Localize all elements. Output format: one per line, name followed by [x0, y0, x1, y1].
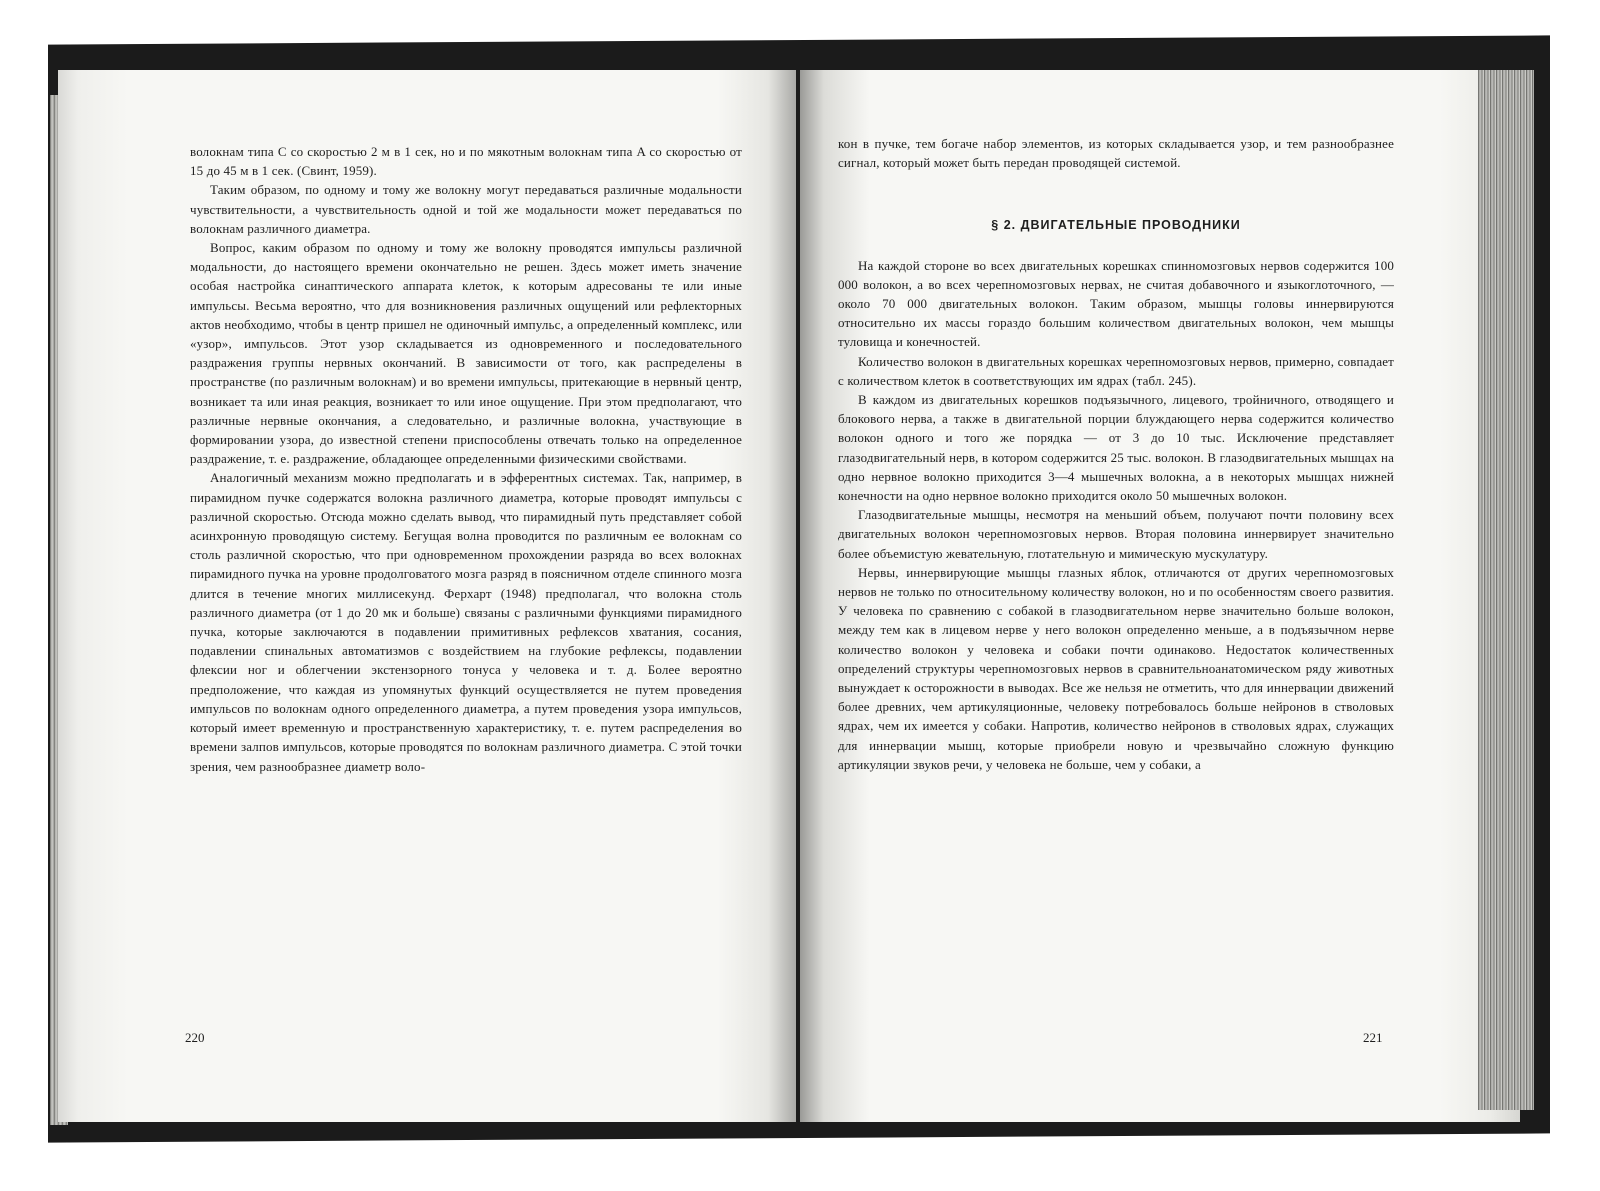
right-paragraph-3: В каждом из двигательных корешков подъязычного, лицевого, тройничного, отводящего и блокового нерва, а также в двигательной порции блуждающего нерва содержится количество волокон одного и того же порядка — от 3 до 10 тыс. Исключение представляет глазодвигательный нерв, в котором содержится 25 тыс. волокон. В глазодвигательных мышцах на одно нервное волокно приходится 3—4 мышечных волокна, а в некоторых мышцах нижней конечности на одно нервное волокно приходится около 50 мышечных волокон. [838, 392, 1394, 504]
section-heading: § 2. ДВИГАТЕЛЬНЫЕ ПРОВОДНИКИ [991, 218, 1241, 233]
left-page-text [190, 142, 742, 776]
right-page-text [838, 134, 1394, 774]
right-page-edges [1478, 70, 1534, 1110]
left-paragraph-1: волокнам типа С со скоростью 2 м в 1 сек, но и по мякотным волокнам типа A со скоростью от 15 до 45 м в 1 сек. (Свинт, 1959). [190, 144, 742, 179]
right-paragraph-intro: кон в пучке, тем богаче набор элементов, из которых складывается узор, и тем разнообразнее сигнал, который может быть передан проводящей системой. [838, 136, 1394, 171]
right-paragraph-4: Глазодвигательные мышцы, несмотря на меньший объем, получают почти половину всех двигательных волокон черепномозговых нервов. Вторая половина иннервирует значительно более объемистую жевательную, глотательную и мимическую мускулатуру. [838, 507, 1394, 561]
left-paragraph-2: Таким образом, по одному и тому же волокну могут передаваться различные модальности чувствительности, а чувствительность одной и той же модальности может передаваться по волокнам различного диаметра. [190, 182, 742, 236]
left-page-number: 220 [185, 1030, 205, 1045]
right-paragraph-5: Нервы, иннервирующие мышцы глазных яблок, отличаются от других черепномозговых нервов не только по относительному количеству волокон, но и по особенностям своего развития. У человека по сравнению с собакой в глазодвигательном нерве значительно больше волокон, между тем как в лицевом нерве у него волокон определенно меньше, а в подъязычном нерве количество волокон у человека и собаки почти одинаково. Недостаток количественных определений структуры черепномозговых нервов в сравнительноанатомическом ряду животных вынуждает к осторожности в выводах. Все же нельзя не отметить, что для иннервации движений более древних, чем артикуляционные, человеку потребовалось больше нейронов в стволовых ядрах, чем их имеется у собаки. Напротив, количество нейронов в стволовых ядрах, служащих для иннервации мышц, которые приобрели новую и чрезвычайно сложную функцию артикуляции звуков речи, у человека не больше, чем у собаки, а [838, 564, 1394, 772]
right-paragraph-2: Количество волокон в двигательных корешках черепномозговых нервов, примерно, совпадает с количеством клеток в соответствующих им ядрах (табл. 245). [838, 353, 1394, 388]
right-page-number: 221 [1363, 1030, 1383, 1045]
left-paragraph-4: Аналогичный механизм можно предполагать и в эфферентных системах. Так, например, в пирамидном пучке содержатся волокна различного диаметра, которые проводят импульсы с различной скоростью. Отсюда можно сделать вывод, что пирамидный путь представляет собой асинхронную проводящую систему. Бегущая волна проводится по различным ее волокнам со столь различной скоростью, что при одновременном прохождении разряда во всех волокнах пирамидного пучка на уровне продолговатого мозга разряд в поясничном отделе спинного мозга длится в течение многих миллисекунд. Ферхарт (1948) предполагал, что волокна столь различного диаметра (от 1 до 20 мк и больше) связаны с различными функциями пирамидного пучка, которые заключаются в подавлении примитивных рефлексов хватания, сосания, подавлении спинальных автоматизмов с воздействием на глубокие рефлексы, подавлении флексии ног и облегчении экстензорного тонуса у человека и т. д. Более вероятно предположение, что каждая из упомянутых функций осуществляется не путем проведения импульсов по волокнам одного определенного диаметра, а путем проведения узора импульсов, который имеет временную и пространственную характеристику, т. е. путем распределения во времени залпов импульсов, которые проводятся по волокнам различного диаметра. С этой точки зрения, чем разнообразнее диаметр воло- [190, 470, 742, 774]
left-paragraph-3: Вопрос, каким образом по одному и тому же волокну проводятся импульсы различной модальности, до настоящего времени окончательно не решен. Здесь может иметь значение особая настройка синаптического аппарата клеток, к которым адресованы те или иные импульсы. Весьма вероятно, что для возникновения различных ощущений или рефлекторных актов необходимо, чтобы в центр пришел не одиночный импульс, а определенный комплекс, или «узор», импульсов. Этот узор складывается из одновременного и последовательного раздражения группы нервных окончаний. В зависимости от того, как распределены в пространстве (по различным волокнам) и во времени импульсы, притекающие в нервный центр, возникает та или иная реакция, возникает то или иное ощущение. При этом предполагают, что различные нервные окончания, а следовательно, и различные волокна, участвующие в формировании узора, до известной степени приспособлены отвечать только на определенное раздражение, т. е. раздражение, обладающее определенными физическими свойствами. [190, 240, 742, 467]
right-paragraph-1: На каждой стороне во всех двигательных корешках спинномозговых нервов содержится 100 000 волокон, а во всех черепномозговых нервах, не считая добавочного и языкоглоточного, — около 70 000 двигательных волокон. Таким образом, мышцы головы иннервируются относительно их массы гораздо большим количеством двигательных волокон, чем мышцы туловища и конечностей. [838, 257, 1394, 350]
